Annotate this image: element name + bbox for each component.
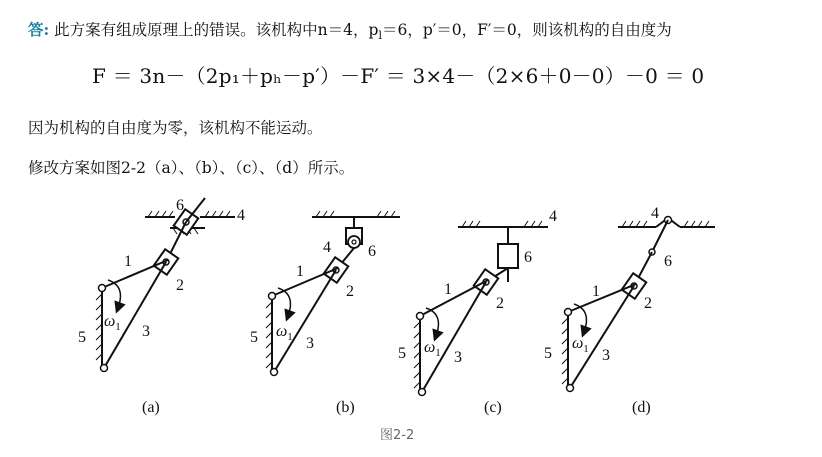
- panel-d-link-label: 3: [602, 347, 610, 364]
- answer-statement-tail: ＝6，p′＝0，F′＝0，则该机构的自由度为: [381, 21, 672, 39]
- answer-statement: 此方案有组成原理上的错误。该机构中n＝4，p: [54, 21, 379, 39]
- panel-b-link-label: 5: [250, 329, 258, 346]
- panel-c-link-label: 3: [454, 349, 462, 366]
- panel-d-link-label: 4: [651, 205, 659, 222]
- dof-equation: F ＝ 3n－（2p₁＋pₕ－p′）－F′ ＝ 3×4－（2×6＋0－0）－0 ＝ 0: [92, 64, 705, 88]
- panel-c-link-label: 1: [444, 281, 452, 298]
- panel-c-link-label: 5: [398, 345, 406, 362]
- panel-a-link-label: 5: [78, 329, 86, 346]
- panel-a-link-label: 1: [124, 253, 132, 270]
- modification-text: 修改方案如图2-2（a）、（b）、（c）、（d）所示。: [28, 159, 355, 177]
- panel-b: [266, 211, 400, 376]
- panel-label: (d): [632, 399, 651, 416]
- panel-b-omega-label: $\omega_1$: [276, 323, 293, 343]
- conclusion-text: 因为机构的自由度为零，该机构不能运动。: [28, 119, 323, 137]
- panel-a: [96, 198, 235, 372]
- answer-line: [28, 18, 672, 42]
- panel-b-link-label: 2: [346, 283, 354, 300]
- panel-b-link-label: 6: [368, 243, 376, 260]
- panel-d-link-label: 2: [644, 295, 652, 312]
- pl-subscript: l: [378, 29, 382, 43]
- panel-c: [414, 221, 548, 396]
- panel-a-link-label: 3: [142, 323, 150, 340]
- panel-a-omega-label: $\omega_1$: [104, 313, 121, 333]
- panel-a-link-label: 2: [176, 277, 184, 294]
- panel-a-link-label: 6: [176, 197, 184, 214]
- panel-b-link-label: 3: [306, 335, 314, 352]
- panel-c-link-label: 4: [549, 208, 557, 225]
- panel-label: (c): [484, 399, 502, 416]
- panel-d-omega-label: $\omega_1$: [572, 335, 589, 355]
- mechanism-figure: [0, 190, 822, 425]
- panel-c-omega-label: $\omega_1$: [424, 339, 441, 359]
- panel-d-link-label: 1: [592, 283, 600, 300]
- figure-caption: 图2-2: [380, 428, 415, 443]
- panel-c-link-label: 2: [496, 295, 504, 312]
- panel-c-link-label: 6: [524, 249, 532, 266]
- panel-a-link-label: 4: [237, 207, 245, 224]
- panel-b-link-label: 4: [323, 239, 331, 256]
- panel-d-link-label: 6: [664, 253, 672, 270]
- panel-label: (a): [142, 399, 160, 416]
- panel-b-link-label: 1: [296, 263, 304, 280]
- answer-label: 答:: [28, 20, 50, 39]
- panel-label: (b): [336, 399, 355, 416]
- panel-d: [562, 217, 715, 392]
- panel-d-link-label: 5: [544, 345, 552, 362]
